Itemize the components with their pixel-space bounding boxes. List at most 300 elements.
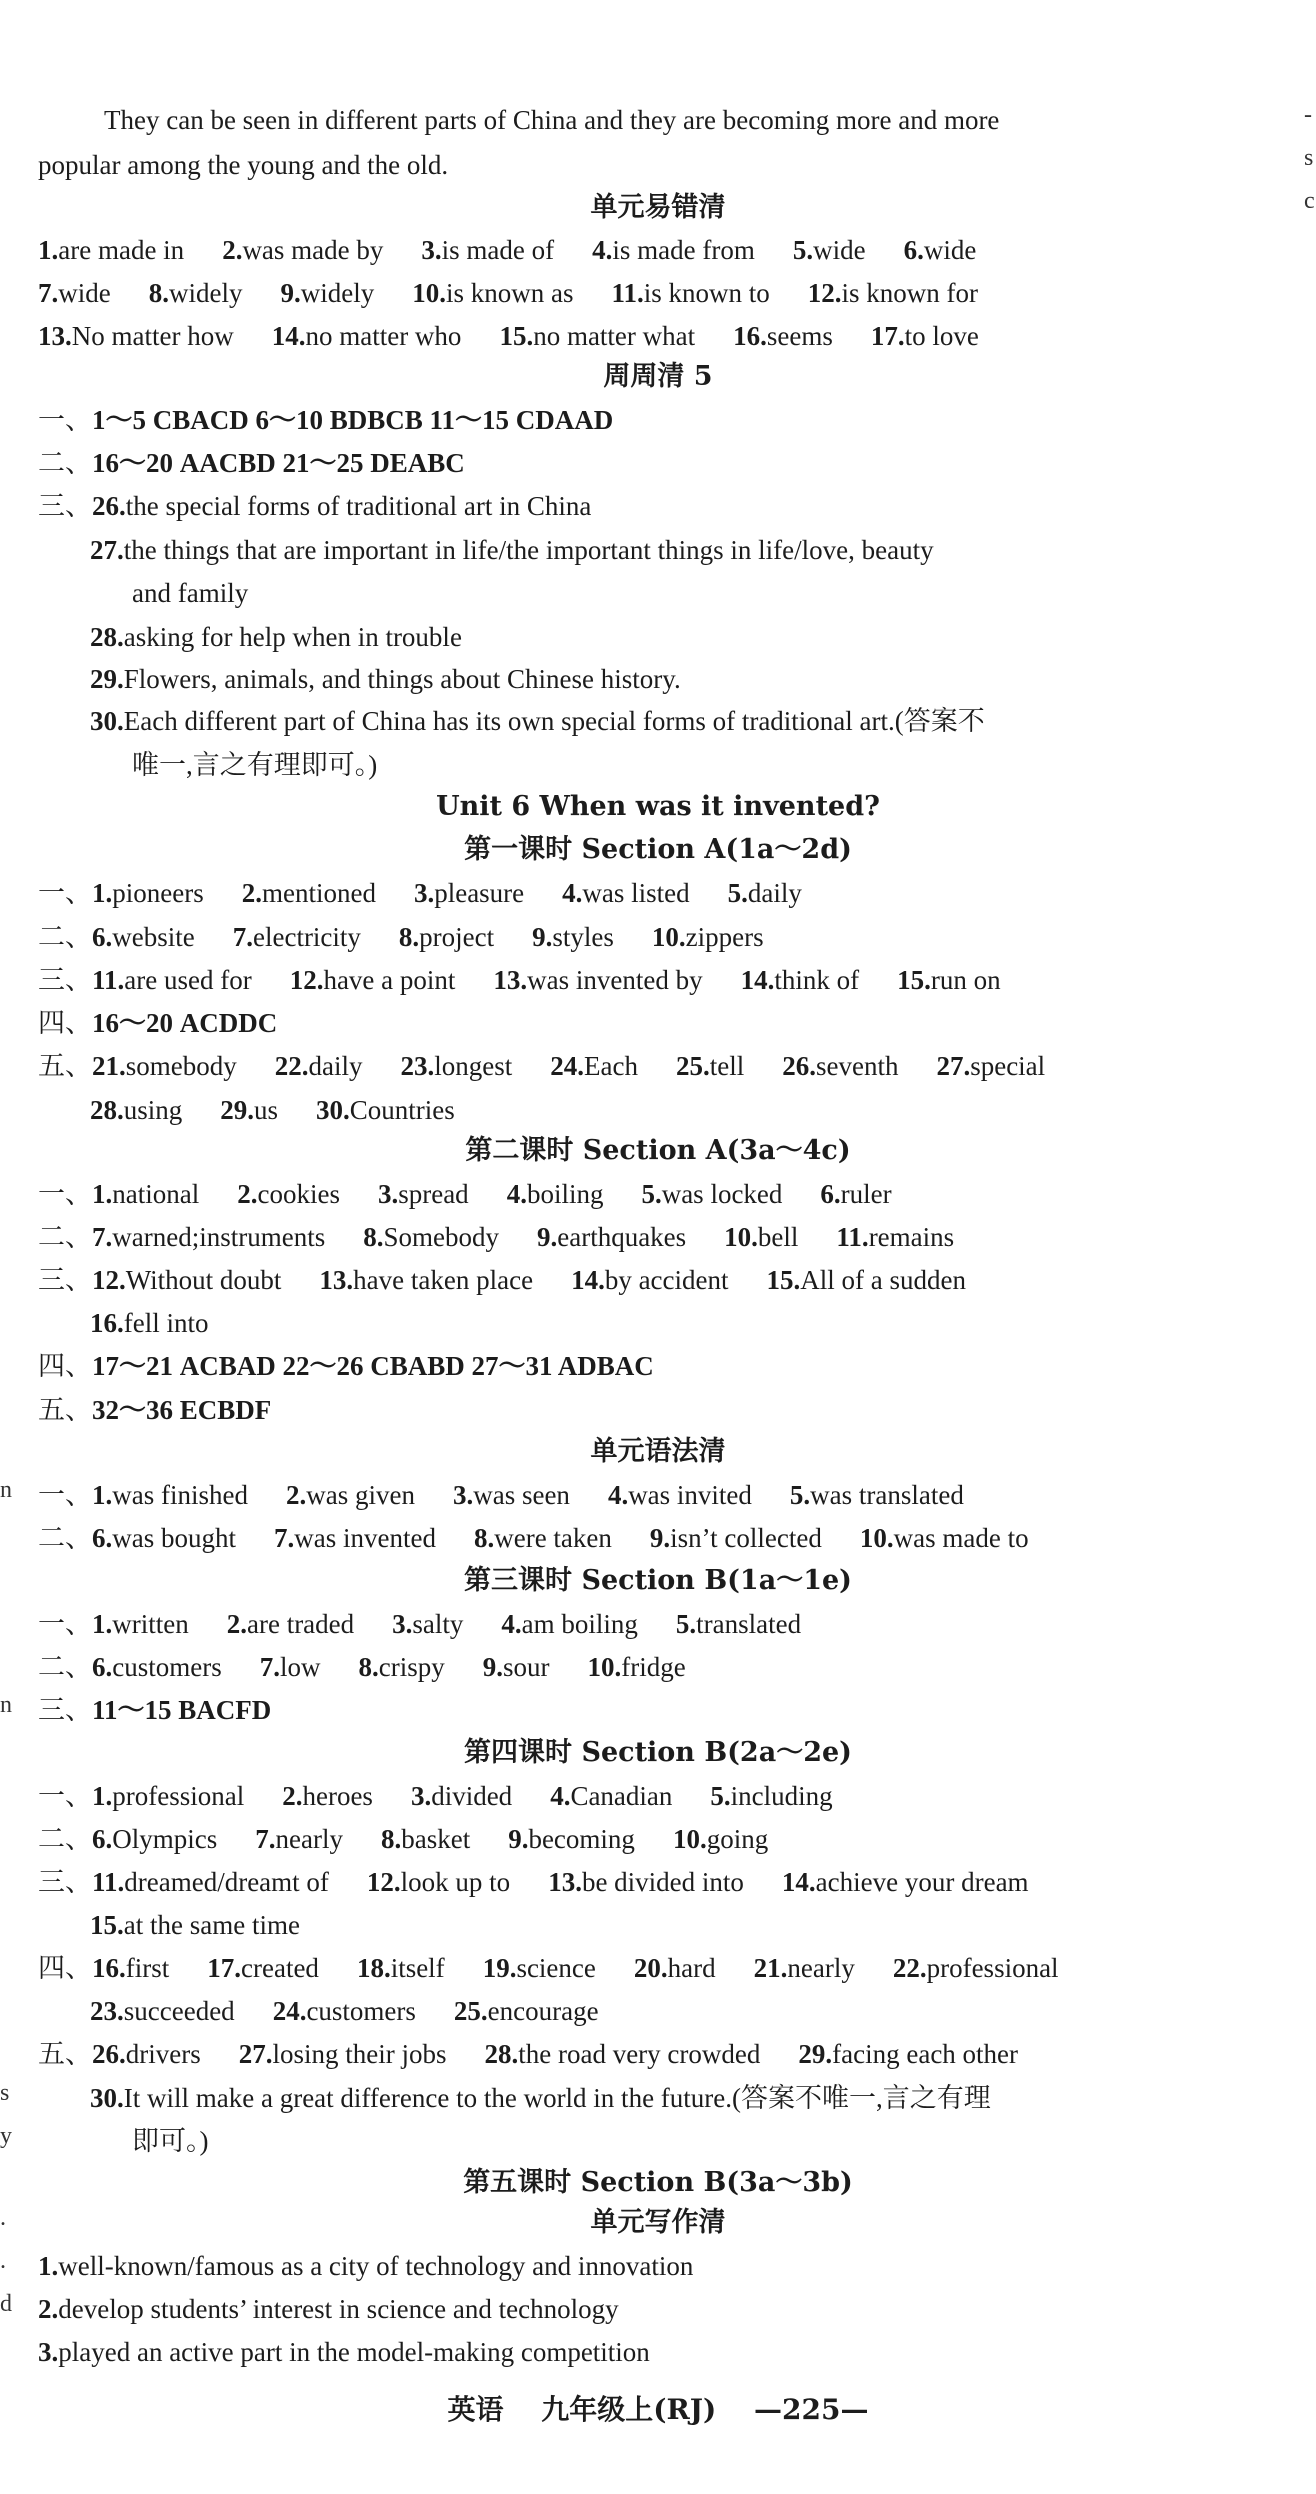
answer-item xyxy=(782,1051,898,1081)
answer-text: succeeded xyxy=(123,1996,235,2026)
answer-item xyxy=(782,1867,1029,1897)
footer-grade: 九年级上(RJ) xyxy=(541,2393,717,2426)
part-label: 四、 xyxy=(38,1953,92,1983)
answer-item xyxy=(90,1095,182,1125)
answer-text: Without doubt xyxy=(125,1265,282,1295)
answer-text: was made to xyxy=(893,1523,1029,1553)
answer-text: no matter what xyxy=(533,321,696,351)
answer-number: 28. xyxy=(90,622,124,652)
answer-item xyxy=(282,1781,373,1811)
answer-number: 30. xyxy=(316,1095,350,1125)
answer-item xyxy=(227,1609,354,1639)
answer-number: 9. xyxy=(280,278,301,308)
answer-item xyxy=(399,922,494,952)
section-title-cuoqing: 单元易错清 xyxy=(590,192,726,223)
answer-number: 24. xyxy=(272,1996,307,2026)
answer-text: using xyxy=(123,1095,183,1125)
answer-text: wide xyxy=(58,278,111,308)
part-label: 三、 xyxy=(38,1265,92,1295)
answer-number: 14. xyxy=(571,1265,605,1295)
answer-text: is known as xyxy=(445,278,574,308)
answer-item xyxy=(733,321,833,351)
answer-text: Olympics xyxy=(112,1824,218,1854)
answer-item xyxy=(724,1222,798,1252)
answer-number: 25. xyxy=(675,1051,710,1081)
answer-number: 1. xyxy=(92,1480,113,1510)
answer-number: 6. xyxy=(92,1824,113,1854)
answer-text: cookies xyxy=(257,1179,340,1209)
lesson-1-title: 第一课时 Section A(1a～2d) xyxy=(464,834,852,865)
answer-text: losing their jobs xyxy=(272,2039,447,2069)
answer-item xyxy=(273,1996,416,2026)
answer-number: 3. xyxy=(421,235,442,265)
answer-text: 32～36 ECBDF xyxy=(92,1395,272,1425)
answer-number: 13. xyxy=(548,1867,582,1897)
answer-text: divided xyxy=(431,1781,513,1811)
part-label: 二、 xyxy=(38,1523,92,1553)
answer-number: 2. xyxy=(237,1179,258,1209)
answer-number: 5. xyxy=(641,1179,662,1209)
part-label: 二、 xyxy=(38,1824,92,1854)
answer-text: Each different part of China has its own special forms of traditional art.(答案不 xyxy=(123,706,985,736)
writing-answer-3 xyxy=(38,2332,650,2372)
answer-item xyxy=(611,278,769,308)
answer-text: be divided into xyxy=(581,1867,744,1897)
answer-number: 3. xyxy=(392,1609,413,1639)
answer-item xyxy=(871,321,979,351)
answer-number: 10. xyxy=(651,922,686,952)
answer-item xyxy=(537,1222,686,1252)
answer-text: becoming xyxy=(528,1824,635,1854)
answer-number: 8. xyxy=(380,1824,402,1854)
unit-title: Unit 6 When was it invented? xyxy=(436,791,880,822)
answer-number: 26. xyxy=(92,2039,126,2069)
answer-text: customers xyxy=(112,1652,222,1682)
answer-text: is made of xyxy=(441,235,555,265)
answer-text: 11～15 BACFD xyxy=(92,1695,272,1725)
answer-number: 29. xyxy=(220,1095,255,1125)
answer-number: 7. xyxy=(274,1523,295,1553)
answer-number: 2. xyxy=(38,2294,59,2324)
answer-number: 27. xyxy=(936,1051,971,1081)
answer-item xyxy=(550,1781,672,1811)
answer-number: 10. xyxy=(412,278,446,308)
answer-number: 10. xyxy=(724,1222,758,1252)
lesson4-part-3-cont xyxy=(90,1905,300,1945)
answer-text: daily xyxy=(747,878,802,908)
lesson-5-title: 第五课时 Section B(3a～3b) xyxy=(463,2167,853,2198)
answer-number: 26. xyxy=(782,1051,816,1081)
answer-text: am boiling xyxy=(521,1609,638,1639)
answer-number: 10. xyxy=(672,1824,707,1854)
answer-text: dreamed/dreamt of xyxy=(124,1867,329,1897)
answer-text: website xyxy=(112,922,195,952)
part-label: 二、 xyxy=(38,922,92,952)
answer-number: 7. xyxy=(232,922,253,952)
answer-text: played an active part in the model-making competition xyxy=(58,2337,650,2367)
answer-text: is known to xyxy=(643,278,770,308)
answer-number: 28. xyxy=(90,1095,124,1125)
answer-text: earthquakes xyxy=(557,1222,687,1252)
lesson2-part-3-cont xyxy=(90,1303,208,1343)
answer-text: special xyxy=(970,1051,1046,1081)
answer-number: 3. xyxy=(38,2337,59,2367)
lesson2-part-2 xyxy=(38,1217,954,1257)
answer-number: 4. xyxy=(550,1781,571,1811)
answer-text: have taken place xyxy=(353,1265,534,1295)
answer-item xyxy=(38,321,234,351)
answer-item xyxy=(634,1953,716,1983)
answer-text: professional xyxy=(926,1953,1059,1983)
answer-item xyxy=(798,2039,1018,2069)
answer-text: drivers xyxy=(125,2039,201,2069)
answer-number: 2. xyxy=(222,235,243,265)
answer-item xyxy=(676,1609,801,1639)
answer-text: tell xyxy=(709,1051,745,1081)
right-margin-glyph: s xyxy=(1304,145,1314,171)
answer-text: low xyxy=(279,1652,321,1682)
answer-item xyxy=(378,1179,469,1209)
answer-number: 3. xyxy=(413,878,435,908)
answer-item xyxy=(793,235,866,265)
zhouqing-answer-30-cont: 唯一,言之有理即可。) xyxy=(132,750,378,780)
answer-item xyxy=(319,1265,533,1295)
answer-text: look up to xyxy=(400,1867,511,1897)
answer-item xyxy=(587,1652,685,1682)
answer-item xyxy=(571,1265,728,1295)
answer-text: was translated xyxy=(810,1480,964,1510)
left-margin-glyph: d xyxy=(0,2291,12,2317)
answer-text: hard xyxy=(667,1953,716,1983)
answer-text: was finished xyxy=(112,1480,248,1510)
part-label: 一、 xyxy=(38,1179,92,1209)
answer-item xyxy=(710,1781,832,1811)
lesson2-part-3 xyxy=(38,1260,966,1300)
answer-text: 17～21 ACBAD 22～26 CBABD 27～31 ADBAC xyxy=(92,1351,654,1381)
answer-text: boiling xyxy=(526,1179,604,1209)
answer-item xyxy=(92,1609,189,1639)
answer-text: fell into xyxy=(123,1308,209,1338)
answer-number: 29. xyxy=(798,2039,833,2069)
answer-text: was given xyxy=(306,1480,415,1510)
answer-item xyxy=(38,235,184,265)
answer-text: professional xyxy=(112,1781,245,1811)
cuoqing-row-1 xyxy=(38,230,976,270)
answer-number: 27. xyxy=(238,2039,273,2069)
answer-number: 30. xyxy=(90,706,124,736)
answer-number: 4. xyxy=(592,235,613,265)
answer-text: was invented xyxy=(294,1523,436,1553)
part-label: 三、 xyxy=(38,1695,92,1725)
answer-number: 4. xyxy=(562,878,583,908)
answer-item xyxy=(474,1523,612,1553)
answer-item xyxy=(149,278,243,308)
answer-item xyxy=(233,922,361,952)
answer-number: 4. xyxy=(607,1480,629,1510)
answer-number: 23. xyxy=(90,1996,124,2026)
answer-text: the road very crowded xyxy=(518,2039,761,2069)
answer-item xyxy=(562,878,690,908)
answer-number: 1. xyxy=(92,1179,113,1209)
grammar-part-2 xyxy=(38,1518,1029,1558)
answer-item xyxy=(401,1051,513,1081)
answer-text: sour xyxy=(502,1652,550,1682)
answer-number: 11. xyxy=(92,965,125,995)
answer-number: 15. xyxy=(897,965,931,995)
answer-text: pleasure xyxy=(434,878,525,908)
answer-item xyxy=(367,1867,510,1897)
answer-number: 13. xyxy=(319,1265,354,1295)
answer-number: 22. xyxy=(274,1051,309,1081)
answer-number: 15. xyxy=(90,1910,124,1940)
lesson4-part-4 xyxy=(38,1948,1059,1988)
answer-number: 9. xyxy=(508,1824,529,1854)
answer-text: are used for xyxy=(124,965,252,995)
answer-item xyxy=(608,1480,752,1510)
cuoqing-row-3 xyxy=(38,316,979,356)
lesson2-part-5 xyxy=(38,1390,271,1430)
answer-number: 21. xyxy=(753,1953,788,1983)
answer-text: Somebody xyxy=(383,1222,499,1252)
lesson1-part-4 xyxy=(38,1003,277,1043)
answer-item xyxy=(836,1222,954,1252)
lesson4-part-3 xyxy=(38,1862,1029,1902)
part-label: 二、 xyxy=(38,1652,92,1682)
lesson4-part-4-cont xyxy=(90,1991,599,2031)
answer-text: run on xyxy=(930,965,1001,995)
answer-item xyxy=(728,878,802,908)
answer-number: 8. xyxy=(148,278,169,308)
answer-number: 22. xyxy=(892,1953,927,1983)
answer-item xyxy=(92,1222,325,1252)
lesson-3-title: 第三课时 Section B(1a～1e) xyxy=(464,1565,852,1596)
answer-number: 11. xyxy=(92,1867,125,1897)
answer-number: 6. xyxy=(820,1179,841,1209)
answer-number: 17. xyxy=(207,1953,241,1983)
lesson1-part-3 xyxy=(38,960,1001,1000)
answer-item xyxy=(92,878,204,908)
answer-text: widely xyxy=(168,278,243,308)
answer-item xyxy=(92,1051,237,1081)
answer-item xyxy=(767,1265,966,1295)
answer-number: 7. xyxy=(259,1652,280,1682)
answer-number: 26. xyxy=(92,491,126,521)
answer-number: 1. xyxy=(38,235,59,265)
answer-number: 5. xyxy=(710,1781,731,1811)
answer-text: the special forms of traditional art in China xyxy=(125,491,592,521)
answer-number: 5. xyxy=(675,1609,697,1639)
lesson4-part-5 xyxy=(38,2034,1018,2074)
part-label: 一、 xyxy=(38,1480,92,1510)
left-margin-glyph: . xyxy=(0,2205,6,2231)
answer-number: 2. xyxy=(285,1480,307,1510)
answer-number: 23. xyxy=(400,1051,435,1081)
answer-number: 6. xyxy=(903,235,924,265)
answer-text: was listed xyxy=(582,878,690,908)
lesson1-part-5-cont xyxy=(90,1090,455,1130)
answer-number: 12. xyxy=(807,278,842,308)
answer-item xyxy=(741,965,860,995)
answer-text: Canadian xyxy=(570,1781,673,1811)
answer-number: 14. xyxy=(271,321,306,351)
footer-subject: 英语 xyxy=(447,2393,504,2426)
zhouqing-answer-30 xyxy=(90,701,985,741)
answer-text: wide xyxy=(923,235,977,265)
answer-item xyxy=(508,1824,635,1854)
left-margin-glyph: y xyxy=(0,2123,12,2149)
answer-item xyxy=(820,1179,891,1209)
answer-item xyxy=(92,1179,199,1209)
answer-text: nearly xyxy=(787,1953,855,1983)
left-margin-glyph: n xyxy=(0,1692,12,1718)
answer-item xyxy=(483,1652,550,1682)
answer-text: nearly xyxy=(275,1824,343,1854)
answer-number: 2. xyxy=(282,1781,303,1811)
answer-number: 12. xyxy=(289,965,324,995)
zhouqing-part-2 xyxy=(38,443,465,483)
answer-number: 2. xyxy=(241,878,262,908)
answer-number: 21. xyxy=(92,1051,126,1081)
answer-item xyxy=(92,1480,248,1510)
answer-number: 14. xyxy=(781,1867,816,1897)
left-margin-glyph: n xyxy=(0,1477,12,1503)
part-label: 二、 xyxy=(38,1222,92,1252)
answer-item xyxy=(290,965,456,995)
zhouqing-part-1 xyxy=(38,400,613,440)
lesson1-part-2 xyxy=(38,917,764,957)
answer-item xyxy=(493,965,702,995)
answer-item xyxy=(652,922,764,952)
answer-item xyxy=(507,1179,604,1209)
answer-text: fridge xyxy=(621,1652,686,1682)
part-label: 五、 xyxy=(38,2039,92,2069)
lesson4-part-1 xyxy=(38,1776,833,1816)
lesson3-part-2 xyxy=(38,1647,686,1687)
answer-text: national xyxy=(112,1179,200,1209)
answer-item xyxy=(501,1609,638,1639)
answer-text: heroes xyxy=(302,1781,373,1811)
answer-text: at the same time xyxy=(123,1910,300,1940)
zhouqing-answer-27-cont: and family xyxy=(132,578,249,608)
answer-text: written xyxy=(112,1609,189,1639)
answer-text: customers xyxy=(306,1996,416,2026)
answer-number: 16. xyxy=(733,321,767,351)
answer-item xyxy=(237,1179,340,1209)
writing-answer-2 xyxy=(38,2289,619,2329)
part-label: 三、 xyxy=(38,1867,92,1897)
answer-text: It will make a great difference to the world in the future.(答案不唯一,言之有理 xyxy=(123,2083,991,2113)
answer-item xyxy=(392,1609,463,1639)
answer-item xyxy=(357,1953,445,1983)
part-label: 二、 xyxy=(38,448,92,478)
answer-number: 11. xyxy=(611,278,644,308)
part-label: 一、 xyxy=(38,1609,92,1639)
answer-item xyxy=(484,2039,760,2069)
answer-text: are traded xyxy=(246,1609,355,1639)
answer-item xyxy=(673,1824,768,1854)
answer-number: 3. xyxy=(410,1781,432,1811)
answer-item xyxy=(92,1781,244,1811)
answer-item xyxy=(207,1953,319,1983)
grammar-title: 单元语法清 xyxy=(590,1436,726,1467)
answer-text: spread xyxy=(398,1179,469,1209)
zhouqing-answer-28 xyxy=(90,617,462,657)
answer-text: achieve your dream xyxy=(815,1867,1029,1897)
answer-number: 7. xyxy=(92,1222,113,1252)
answer-text: including xyxy=(730,1781,833,1811)
answer-text: going xyxy=(706,1824,769,1854)
answer-text: bell xyxy=(757,1222,799,1252)
answer-number: 29. xyxy=(90,664,124,694)
answer-item xyxy=(893,1953,1059,1983)
lesson-4-title: 第四课时 Section B(2a～2e) xyxy=(464,1737,852,1768)
answer-item xyxy=(92,1652,222,1682)
part-label: 四、 xyxy=(38,1008,92,1038)
part-label: 三、 xyxy=(38,491,92,521)
answer-item xyxy=(754,1953,855,1983)
zhouqing-answer-29 xyxy=(90,659,681,699)
answer-text: isn’t collected xyxy=(670,1523,822,1553)
answer-text: first xyxy=(125,1953,170,1983)
answer-text: no matter who xyxy=(305,321,462,351)
answer-number: 8. xyxy=(358,1652,379,1682)
section-title-zhouqing: 周周清 5 xyxy=(603,361,713,392)
answer-item xyxy=(275,1051,363,1081)
answer-item xyxy=(641,1179,782,1209)
part-label: 五、 xyxy=(38,1051,92,1081)
answer-item xyxy=(90,1308,208,1338)
part-label: 四、 xyxy=(38,1351,92,1381)
lesson-2-title: 第二课时 Section A(3a～4c) xyxy=(465,1135,851,1166)
answer-text: translated xyxy=(696,1609,802,1639)
answer-text: 16～20 AACBD 21～25 DEABC xyxy=(92,448,465,478)
part-label: 五、 xyxy=(38,1395,92,1425)
answer-number: 5. xyxy=(727,878,748,908)
answer-item xyxy=(414,878,524,908)
answer-text: basket xyxy=(401,1824,471,1854)
answer-text: project xyxy=(419,922,495,952)
answer-item xyxy=(242,878,376,908)
answer-item xyxy=(412,278,573,308)
answer-text: widely xyxy=(300,278,375,308)
answer-item xyxy=(316,1095,455,1125)
answer-number: 15. xyxy=(766,1265,801,1295)
answer-item xyxy=(274,1523,436,1553)
answer-item xyxy=(272,321,462,351)
answer-item xyxy=(92,922,195,952)
lesson2-part-4 xyxy=(38,1346,654,1386)
answer-text: wide xyxy=(813,235,866,265)
answer-text: were taken xyxy=(494,1523,612,1553)
lesson4-part-2 xyxy=(38,1819,768,1859)
answer-item xyxy=(92,965,252,995)
lesson3-part-3 xyxy=(38,1690,271,1730)
answer-text: 1～5 CBACD 6～10 BDBCB 11～15 CDAAD xyxy=(92,405,614,435)
right-margin-glyph: - xyxy=(1304,102,1312,128)
answer-number: 1. xyxy=(92,1609,113,1639)
answer-number: 15. xyxy=(499,321,534,351)
answer-text: develop students’ interest in science and technology xyxy=(58,2294,619,2324)
answer-number: 6. xyxy=(92,1652,113,1682)
part-label: 一、 xyxy=(38,1781,92,1811)
answer-number: 4. xyxy=(501,1609,522,1639)
footer-page-number: —225— xyxy=(754,2393,869,2426)
answer-item xyxy=(592,235,755,265)
answer-item xyxy=(363,1222,499,1252)
answer-item xyxy=(790,1480,964,1510)
answer-text: was bought xyxy=(112,1523,236,1553)
answer-text: created xyxy=(241,1953,319,1983)
